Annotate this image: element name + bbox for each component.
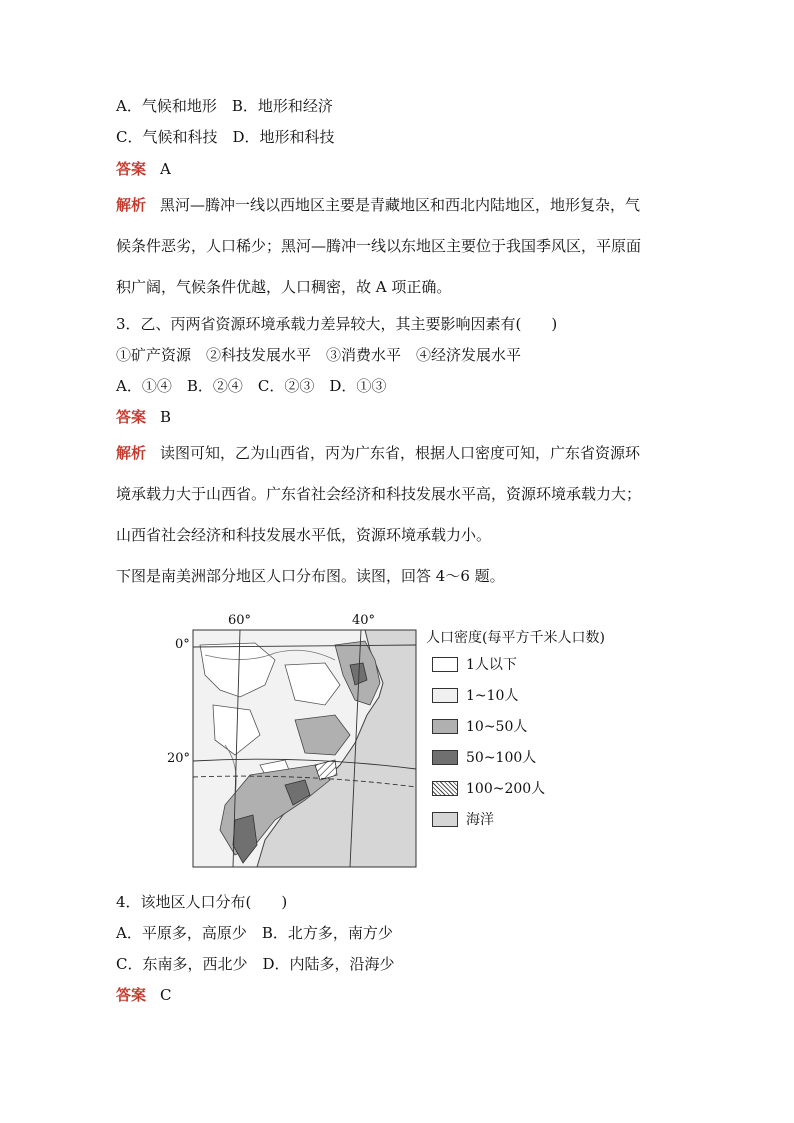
- legend-label: 1~10人: [466, 688, 519, 704]
- q3-analysis-line3: 山西省社会经济和科技发展水平低，资源环境承载力小。: [116, 526, 492, 544]
- q3-stem: 3．乙、丙两省资源环境承载力差异较大，其主要影响因素有( ): [116, 315, 558, 333]
- q2-answer: [116, 159, 171, 179]
- latitude-label-20: 20°: [167, 751, 191, 766]
- answer-label: 答案: [116, 408, 147, 426]
- legend-label: 100~200人: [466, 781, 546, 797]
- q2-options-line2: C．气候和科技 D．地形和科技: [116, 128, 335, 146]
- q4-options-line2: C．东南多，西北少 D．内陆多，沿海少: [116, 955, 395, 973]
- longitude-label-60: 60°: [228, 613, 252, 628]
- latitude-label-0: 0°: [175, 637, 190, 652]
- legend-swatch: [432, 750, 458, 765]
- q3-analysis-line2: 境承载力大于山西省。广东省社会经济和科技发展水平高，资源环境承载力大；: [116, 485, 642, 503]
- legend-swatch: [432, 781, 458, 796]
- answer-value: C: [160, 986, 172, 1004]
- legend-label: 50~100人: [466, 750, 537, 766]
- q3-items: ①矿产资源 ②科技发展水平 ③消费水平 ④经济发展水平: [116, 346, 522, 364]
- figure-intro: 下图是南美洲部分地区人口分布图。读图，回答 4～6 题。: [116, 567, 505, 585]
- q3-answer: [116, 407, 171, 427]
- q3-analysis-line1: [116, 443, 640, 463]
- answer-label: 答案: [116, 160, 147, 178]
- population-density-map-figure: [165, 605, 635, 877]
- analysis-label: 解析: [116, 196, 147, 214]
- q4-options-line1: A．平原多，高原少 B．北方多，南方少: [116, 924, 393, 942]
- answer-label: 答案: [116, 986, 147, 1004]
- q2-analysis-line2: 候条件恶劣，人口稀少；黑河—腾冲一线以东地区主要位于我国季风区，平原面: [116, 237, 642, 255]
- legend-swatch: [432, 688, 458, 703]
- legend-swatch: [432, 719, 458, 734]
- q2-analysis-line3: 积广阔，气候条件优越，人口稠密，故 A 项正确。: [116, 278, 452, 296]
- legend-label: 1人以下: [466, 657, 517, 673]
- legend-label: 海洋: [466, 812, 494, 828]
- q2-analysis-line1: [116, 195, 640, 215]
- legend-label: 10~50人: [466, 719, 528, 735]
- longitude-label-40: 40°: [352, 613, 376, 628]
- answer-value: B: [160, 408, 172, 426]
- q4-stem: 4．该地区人口分布( ): [116, 893, 288, 911]
- q3-options: A．①④ B．②④ C．②③ D．①③: [116, 377, 387, 395]
- q2-options-line1: A．气候和地形 B．地形和经济: [116, 97, 333, 115]
- analysis-label: 解析: [116, 444, 147, 462]
- analysis-text: 读图可知，乙为山西省，丙为广东省，根据人口密度可知，广东省资源环: [160, 444, 641, 462]
- answer-value: A: [160, 160, 171, 178]
- legend-title: 人口密度(每平方千米人口数): [426, 630, 605, 646]
- legend-swatch: [432, 812, 458, 827]
- legend-swatch: [432, 657, 458, 672]
- analysis-text: 黑河—腾冲一线以西地区主要是青藏地区和西北内陆地区，地形复杂，气: [160, 196, 641, 214]
- q4-answer: [116, 985, 172, 1005]
